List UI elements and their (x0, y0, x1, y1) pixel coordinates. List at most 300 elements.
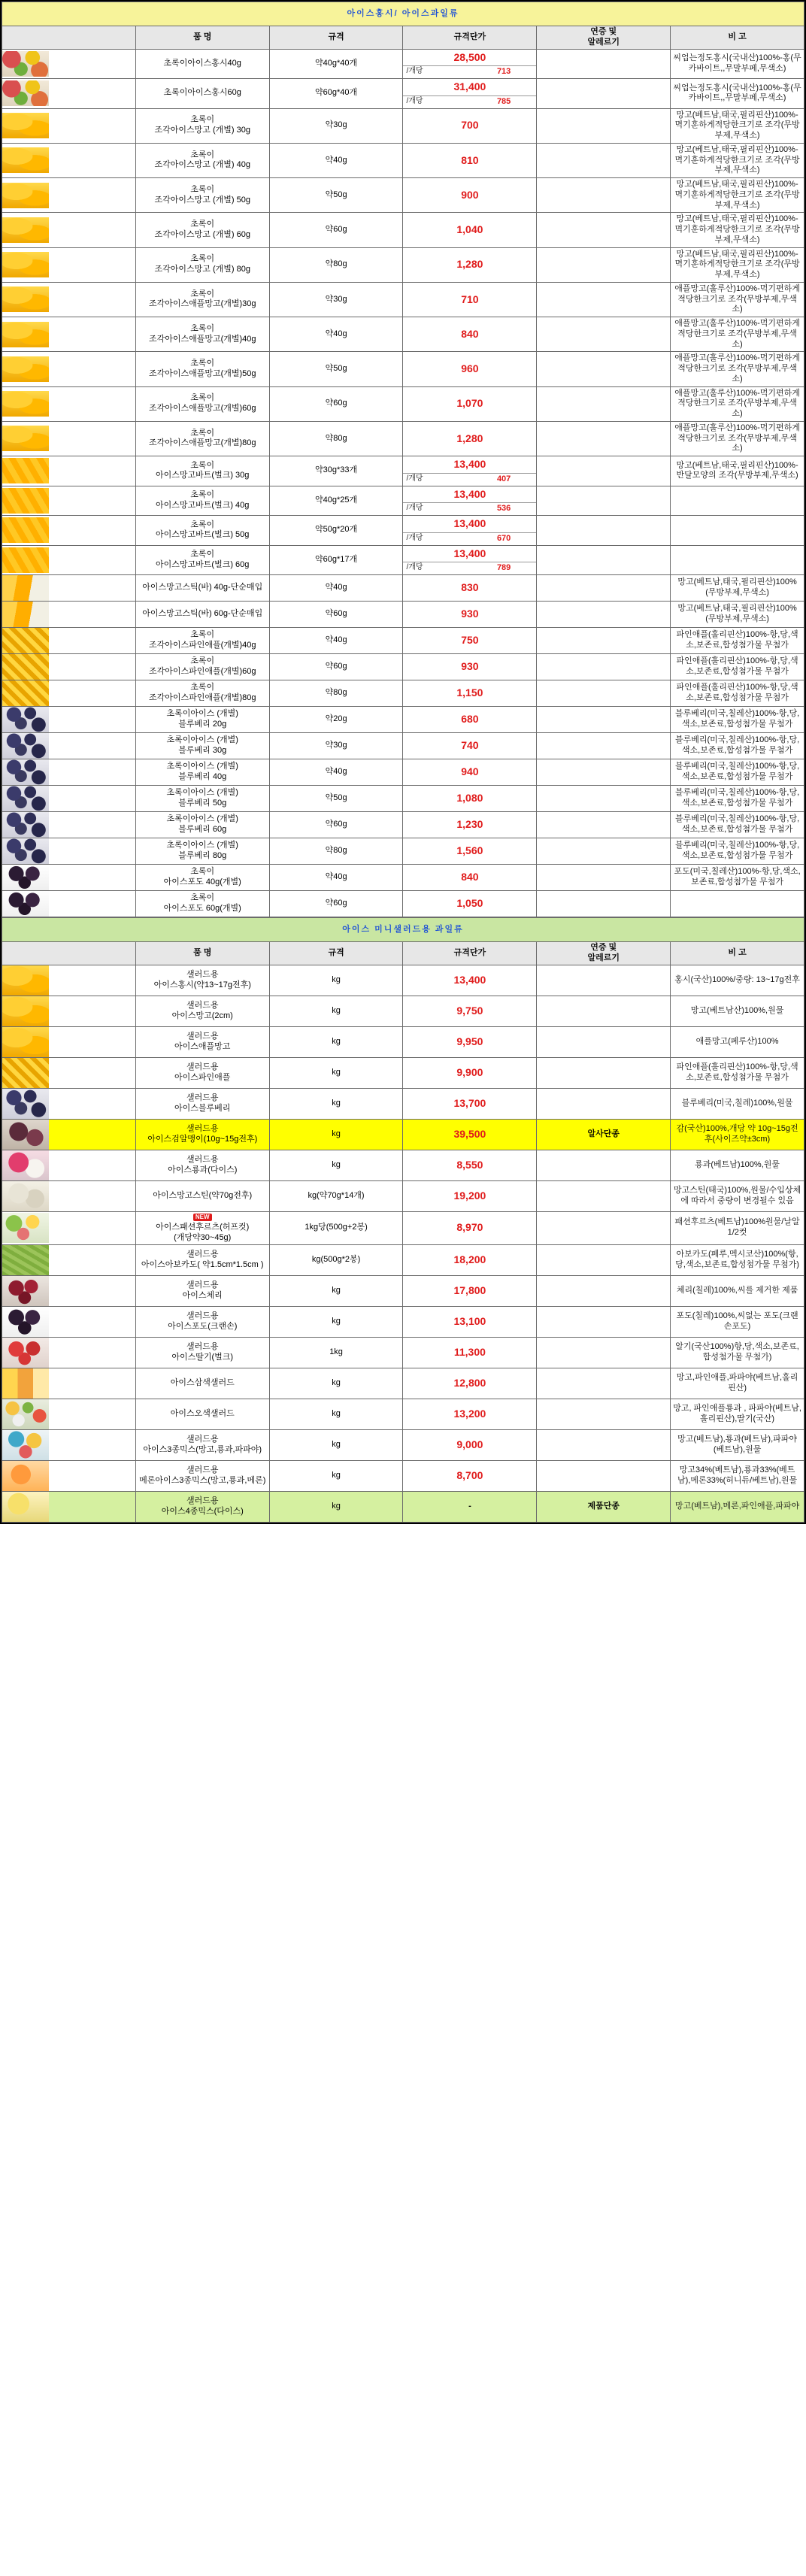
table-row (2, 680, 804, 707)
product-note: 파인애플(훌리핀산)100%-항,당,색소,보존료,합성첨가물 무첨가 (671, 1057, 804, 1088)
table-row (2, 838, 804, 865)
unit-price-main: 13,400 (403, 486, 536, 504)
product-price-cell (403, 1150, 537, 1180)
product-note: 망고(베트남,태국,필리핀산)100%(무방부제,무색소) (671, 602, 804, 628)
product-thumbnail-cell (2, 1180, 136, 1211)
unit-price: 9,950 (456, 1035, 483, 1047)
product-spec (269, 486, 403, 516)
product-thumbnail-cell (2, 1399, 136, 1429)
product-price-cell (403, 486, 537, 516)
product-spec: kg (269, 1026, 403, 1057)
product-thumbnail (2, 891, 49, 917)
per-piece-price: 536 (496, 504, 511, 514)
unit-price: 8,970 (456, 1221, 483, 1234)
product-spec (269, 838, 403, 865)
spec-value: 약50g (325, 793, 347, 803)
spec-value: 약40g (325, 583, 347, 592)
unit-price-sub (403, 66, 536, 78)
product-spec: kg (269, 996, 403, 1026)
product-name: 초록이 아이스포도 60g(개별) (135, 891, 269, 917)
product-spec: kg (269, 965, 403, 996)
product-thumbnail (2, 1150, 49, 1180)
product-cert (537, 786, 671, 812)
unit-price: 680 (461, 713, 479, 726)
product-thumbnail (2, 322, 49, 347)
product-name: 샐러드용 아이스검알맹이(10g~15g전후) (135, 1119, 269, 1150)
product-note: 블루베리(미국,칠레산)100%-항,당,색소,보존료,합성첨가물 무첨가 (671, 786, 804, 812)
product-cert (537, 1150, 671, 1180)
table-row (2, 79, 804, 109)
unit-price: 9,750 (456, 1004, 483, 1017)
per-piece-price: 789 (496, 563, 511, 573)
per-piece-label: /개당 (406, 563, 423, 572)
product-spec: kg (269, 1088, 403, 1119)
spec-value: 약40g*40개 (315, 58, 358, 68)
product-name: 초록이 조각아이스애플망고(개별)80g (135, 421, 269, 456)
header-unit-price-2: 규격단가 (403, 942, 537, 965)
mini-salad-fruit-price-table (2, 917, 804, 1523)
product-spec: kg (269, 1057, 403, 1088)
table-row (2, 456, 804, 486)
product-thumbnail (2, 517, 49, 543)
product-name: 초록이 조각아이스망고 (개별) 30g (135, 108, 269, 143)
header-cert-allergy: 연증 및 알레르기 (537, 26, 671, 50)
product-cert: 알사단종 (537, 1119, 671, 1150)
table-row (2, 733, 804, 759)
product-thumbnail-cell (2, 654, 136, 680)
product-price-cell (403, 386, 537, 421)
product-note: 블루베리(미국,칠레산)100%-항,당,색소,보존료,합성첨가물 무첨가 (671, 733, 804, 759)
product-thumbnail (2, 252, 49, 277)
product-spec: kg(500g*2봉) (269, 1244, 403, 1275)
product-thumbnail-cell (2, 421, 136, 456)
spec-value: 약50g (325, 189, 347, 199)
product-thumbnail-cell (2, 108, 136, 143)
product-spec (269, 891, 403, 917)
product-cert (537, 421, 671, 456)
product-cert (537, 865, 671, 891)
product-name: 아이스삼색샐러드 (135, 1368, 269, 1399)
product-name: 샐러드용 아이스파인애플 (135, 1057, 269, 1088)
product-spec (269, 812, 403, 838)
spec-value: 약60g (325, 609, 347, 619)
product-price-cell (403, 516, 537, 546)
table-row (2, 1337, 804, 1368)
product-thumbnail-cell (2, 680, 136, 707)
unit-price: 830 (461, 581, 479, 594)
product-name: 초록이 아이스망고바트(벌크) 60g (135, 545, 269, 575)
product-price-cell (403, 282, 537, 317)
product-thumbnail (2, 1213, 49, 1243)
table-row (2, 247, 804, 282)
unit-price: 1,080 (456, 792, 483, 805)
product-cert (537, 891, 671, 917)
product-price-cell (403, 1057, 537, 1088)
table-row (2, 1119, 804, 1150)
header-spec: 규격 (269, 26, 403, 50)
product-price-cell (403, 786, 537, 812)
table-row (2, 891, 804, 917)
product-price-cell (403, 812, 537, 838)
product-thumbnail-cell (2, 602, 136, 628)
product-cert (537, 707, 671, 733)
product-cert: 제품단종 (537, 1491, 671, 1522)
table-row (2, 1399, 804, 1429)
product-thumbnail (2, 965, 49, 996)
product-note: 애플망고(페루산)100% (671, 1026, 804, 1057)
spec-value: 약80g (325, 433, 347, 443)
unit-price: 740 (461, 739, 479, 752)
product-cert (537, 1244, 671, 1275)
product-thumbnail-cell (2, 733, 136, 759)
product-name: 초록이 아이스망고바트(벌크) 40g (135, 486, 269, 516)
unit-price: 930 (461, 608, 479, 620)
unit-price: 1,150 (456, 686, 483, 699)
table-row (2, 352, 804, 386)
product-name: 샐러드용 메론아이스3종믹스(망고,룡과,메론) (135, 1460, 269, 1491)
product-thumbnail (2, 1399, 49, 1429)
product-spec: kg (269, 1275, 403, 1306)
product-cert (537, 456, 671, 486)
product-name: 샐러드용 아이스아보카도( 약1.5cm*1.5cm ) (135, 1244, 269, 1275)
product-thumbnail-cell (2, 545, 136, 575)
table-row (2, 49, 804, 79)
table-row (2, 1491, 804, 1522)
table-row (2, 282, 804, 317)
product-note: 망고스틴(태국)100%,원물/수입상체에 따라서 중량이 변경될수 있음 (671, 1180, 804, 1211)
product-note: 망고(베트남산)100%,원물 (671, 996, 804, 1026)
product-spec (269, 421, 403, 456)
product-cert (537, 79, 671, 109)
unit-price: - (468, 1501, 471, 1511)
product-cert (537, 996, 671, 1026)
unit-price: 1,040 (456, 223, 483, 235)
product-name: 초록이 조각아이스파인애플(개별)40g (135, 628, 269, 654)
product-price-cell (403, 628, 537, 654)
product-note: 애플망고(훌루산)100%-먹기편하게적당한크기로 조각(무방부제,무색소) (671, 421, 804, 456)
product-cert (537, 733, 671, 759)
table-row (2, 1429, 804, 1460)
table-row (2, 108, 804, 143)
unit-price: 1,280 (456, 432, 483, 444)
product-cert (537, 1088, 671, 1119)
table-row (2, 1211, 804, 1244)
product-price-cell (403, 1275, 537, 1306)
product-spec (269, 317, 403, 352)
table-row (2, 965, 804, 996)
product-thumbnail (2, 1058, 49, 1088)
product-thumbnail-cell (2, 575, 136, 602)
table-row (2, 786, 804, 812)
table-row (2, 1180, 804, 1211)
product-thumbnail-cell (2, 178, 136, 213)
product-price-cell (403, 1244, 537, 1275)
unit-price: 17,800 (453, 1283, 486, 1296)
product-cert (537, 654, 671, 680)
product-note: 감(국산)100%,개당 약 10g~15g전후(사이즈약±3cm) (671, 1119, 804, 1150)
product-thumbnail-cell (2, 1460, 136, 1491)
product-thumbnail-cell (2, 1057, 136, 1088)
product-price-cell (403, 838, 537, 865)
product-spec (269, 516, 403, 546)
product-spec (269, 545, 403, 575)
spec-value: 약80g (325, 259, 347, 269)
product-thumbnail (2, 547, 49, 573)
product-name: 초록이아이스 (개별) 블루베리 40g (135, 759, 269, 786)
product-thumbnail-cell (2, 1088, 136, 1119)
product-price-cell (403, 1119, 537, 1150)
unit-price-main: 13,400 (403, 546, 536, 563)
product-price-cell (403, 108, 537, 143)
table-row (2, 178, 804, 213)
table-row (2, 1306, 804, 1337)
product-cert (537, 965, 671, 996)
product-price-cell (403, 680, 537, 707)
product-cert (537, 1180, 671, 1211)
product-thumbnail-cell (2, 1119, 136, 1150)
product-name: 샐러드용 아이스4종믹스(다이스) (135, 1491, 269, 1522)
product-spec (269, 143, 403, 177)
unit-price: 940 (461, 765, 479, 778)
product-cert (537, 1337, 671, 1368)
product-name: 초록이 조각아이스애플망고(개별)50g (135, 352, 269, 386)
product-name: 샐러드용 아이스애플망고 (135, 1026, 269, 1057)
product-price-cell (403, 1211, 537, 1244)
product-name: 초록이 조각아이스애플망고(개별)60g (135, 386, 269, 421)
product-price-cell (403, 317, 537, 352)
product-spec (269, 247, 403, 282)
product-spec (269, 602, 403, 628)
product-thumbnail-cell (2, 965, 136, 996)
product-thumbnail (2, 458, 49, 483)
product-price-cell (403, 733, 537, 759)
product-price-cell (403, 996, 537, 1026)
unit-price: 1,230 (456, 818, 483, 831)
product-thumbnail-cell (2, 812, 136, 838)
product-thumbnail (2, 183, 49, 208)
product-note: 망고(베트남,태국,필리핀산)100%-멱기훈하게적당한크기로 조각(무방부제,무색소) (671, 178, 804, 213)
product-thumbnail-cell (2, 1026, 136, 1057)
per-piece-label: /개당 (406, 504, 423, 513)
product-cert (537, 1460, 671, 1491)
product-thumbnail (2, 812, 49, 838)
table-row (2, 516, 804, 546)
unit-price: 1,560 (456, 844, 483, 857)
unit-price-sub (403, 562, 536, 574)
product-spec (269, 108, 403, 143)
product-cert (537, 143, 671, 177)
per-piece-price: 785 (496, 96, 511, 106)
new-badge: NEW (193, 1214, 212, 1221)
table-row (2, 707, 804, 733)
header-product-name: 품 명 (135, 26, 269, 50)
product-name: 샐러드용 아이스룡과(다이스) (135, 1150, 269, 1180)
product-cert (537, 1275, 671, 1306)
header-unit-price: 규격단가 (403, 26, 537, 50)
product-thumbnail (2, 217, 49, 243)
product-spec (269, 707, 403, 733)
unit-price: 1,280 (456, 258, 483, 271)
unit-price: 930 (461, 660, 479, 673)
product-name: 초록이 아이스포도 40g(개별) (135, 865, 269, 891)
table-row (2, 865, 804, 891)
product-name: 초록이 아이스망고바트(벌크) 50g (135, 516, 269, 546)
product-cert (537, 516, 671, 546)
product-note: 파인애플(훌리핀산)100%-항,당,색소,보존료,합성첨가물 무첨가 (671, 628, 804, 654)
product-cert (537, 575, 671, 602)
product-price-cell (403, 865, 537, 891)
table-row (2, 812, 804, 838)
product-price-cell (403, 1429, 537, 1460)
product-price-cell (403, 1026, 537, 1057)
product-thumbnail-cell (2, 891, 136, 917)
product-thumbnail-cell (2, 456, 136, 486)
product-price-cell (403, 1306, 537, 1337)
unit-price: 8,700 (456, 1468, 483, 1481)
product-thumbnail-cell (2, 1244, 136, 1275)
product-price-cell (403, 247, 537, 282)
product-cert (537, 1399, 671, 1429)
unit-price: 900 (461, 188, 479, 201)
spec-value: 약40g (325, 329, 347, 338)
product-price-cell (403, 1337, 537, 1368)
product-thumbnail-cell (2, 1429, 136, 1460)
table-row (2, 317, 804, 352)
product-note: 블루베리(미국,칠레산)100%-항,당,색소,보존료,합성첨가물 무첨가 (671, 759, 804, 786)
product-price-cell (403, 545, 537, 575)
product-thumbnail (2, 654, 49, 680)
unit-price: 39,500 (453, 1127, 486, 1140)
product-thumbnail-cell (2, 317, 136, 352)
spec-value: 약30g*33개 (315, 465, 358, 475)
product-cert (537, 1368, 671, 1399)
unit-price: 840 (461, 871, 479, 883)
product-name: 초록이아이스홍시60g (135, 79, 269, 109)
product-cert (537, 1026, 671, 1057)
table-row (2, 213, 804, 247)
product-thumbnail (2, 786, 49, 811)
product-note: 씨업는정도홍시(국내산)100%-홍(무카바이트,,무말부페,무색소) (671, 79, 804, 109)
table-row (2, 1150, 804, 1180)
product-note: 망고(베트남,태국,필리핀산)100%-반달모양의 조각(무방부제,무색소) (671, 456, 804, 486)
product-thumbnail-cell (2, 49, 136, 79)
unit-price: 13,200 (453, 1407, 486, 1420)
table-row (2, 602, 804, 628)
unit-price: 810 (461, 153, 479, 166)
table-row (2, 1368, 804, 1399)
product-name: 초록이 조각아이스망고 (개별) 60g (135, 213, 269, 247)
product-thumbnail-cell (2, 1337, 136, 1368)
product-price-cell (403, 1180, 537, 1211)
product-thumbnail-cell (2, 79, 136, 109)
product-note: 아보카도(페루,멕시코산)100%(항,당,색소,보존료,합성첨가물 무첨가) (671, 1244, 804, 1275)
unit-price: 750 (461, 634, 479, 647)
unit-price: 18,200 (453, 1253, 486, 1265)
product-thumbnail-cell (2, 628, 136, 654)
product-thumbnail (2, 733, 49, 759)
product-note: 포도(미국,칠레산)100%-항,당,색소,보존료,합성첨가물 무첨가 (671, 865, 804, 891)
product-spec (269, 178, 403, 213)
product-thumbnail-cell (2, 247, 136, 282)
unit-price: 700 (461, 119, 479, 132)
product-spec: kg (269, 1150, 403, 1180)
product-name: 초록이아이스 (개별) 블루베리 30g (135, 733, 269, 759)
product-cert (537, 386, 671, 421)
product-thumbnail-cell (2, 486, 136, 516)
product-thumbnail (2, 707, 49, 732)
product-note: 파인애플(훌리핀산)100%-항,당,색소,보존료,합성첨가물 무첨가 (671, 654, 804, 680)
unit-price: 9,900 (456, 1065, 483, 1078)
section2-title: 아이스 미니샐러드용 과일류 (2, 918, 804, 942)
spec-value: 약50g (325, 364, 347, 373)
table-row (2, 1057, 804, 1088)
product-thumbnail (2, 1120, 49, 1150)
header-product-name-2: 품 명 (135, 942, 269, 965)
product-note: 홍시(국산)100%/중량: 13~17g전후 (671, 965, 804, 996)
product-price-cell (403, 602, 537, 628)
product-cert (537, 247, 671, 282)
product-spec (269, 386, 403, 421)
table-row (2, 1026, 804, 1057)
product-name: 초록이아이스홍시40g (135, 49, 269, 79)
product-thumbnail (2, 680, 49, 706)
product-note (671, 545, 804, 575)
product-price-cell (403, 178, 537, 213)
unit-price: 710 (461, 292, 479, 305)
section-title-row (2, 2, 804, 26)
product-note: 룡과(베트남)100%,원물 (671, 1150, 804, 1180)
product-note: 애플망고(훌루산)100%-먹기편하게적당한크기로 조각(무방부제,무색소) (671, 317, 804, 352)
unit-price: 8,550 (456, 1158, 483, 1171)
product-name: 초록이 아이스망고바트(벌크) 30g (135, 456, 269, 486)
product-thumbnail-cell (2, 143, 136, 177)
unit-price: 960 (461, 362, 479, 374)
product-cert (537, 1429, 671, 1460)
product-thumbnail (2, 838, 49, 864)
product-note: 블루베리(미국,칠레)100%,원물 (671, 1088, 804, 1119)
table-row (2, 628, 804, 654)
unit-price-main: 13,400 (403, 516, 536, 533)
product-spec (269, 628, 403, 654)
product-note: 체리(칠레)100%,씨를 제거한 제품 (671, 1275, 804, 1306)
product-thumbnail-cell (2, 213, 136, 247)
product-thumbnail (2, 628, 49, 653)
product-cert (537, 545, 671, 575)
product-thumbnail-cell (2, 1211, 136, 1244)
product-thumbnail (2, 1430, 49, 1460)
product-price-cell (403, 707, 537, 733)
unit-price: 1,070 (456, 397, 483, 410)
product-spec: kg (269, 1491, 403, 1522)
product-thumbnail-cell (2, 838, 136, 865)
product-note (671, 486, 804, 516)
product-thumbnail-cell (2, 352, 136, 386)
unit-price: 1,050 (456, 897, 483, 910)
table-row (2, 421, 804, 456)
unit-price-sub (403, 503, 536, 515)
product-thumbnail (2, 147, 49, 173)
product-note: 망고(베트남,태국,필리핀산)100%-멱기훈하게적당한크기로 조각(무방부제,무색소) (671, 108, 804, 143)
product-thumbnail-cell (2, 759, 136, 786)
header-spec-2: 규격 (269, 942, 403, 965)
spec-value: 약40g (325, 872, 347, 882)
product-spec (269, 456, 403, 486)
product-thumbnail-cell (2, 1491, 136, 1522)
product-note: 망고, 파인애플룡과 , 파파야(베트남,훌리핀산),딸기(국산) (671, 1399, 804, 1429)
product-thumbnail (2, 1461, 49, 1491)
spec-value: 약60g (325, 399, 347, 408)
product-cert (537, 602, 671, 628)
